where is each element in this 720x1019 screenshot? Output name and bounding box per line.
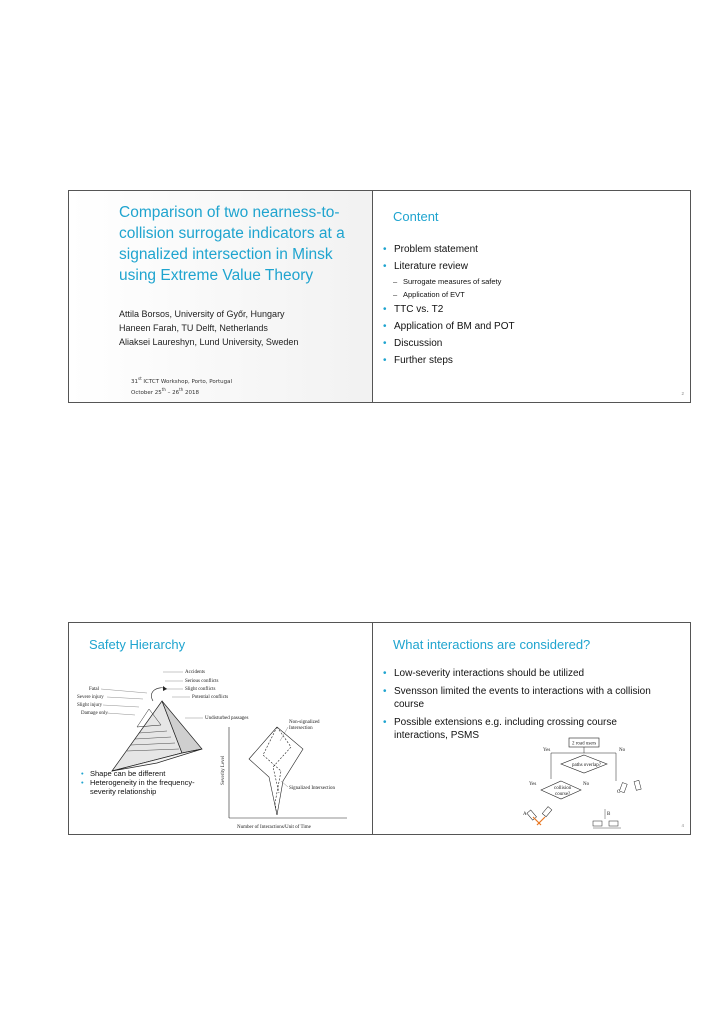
label-intersection: Intersection <box>289 726 313 731</box>
x-axis-label: Number of Interactions/Unit of Time <box>237 825 311 830</box>
slide-title: What interactions are considered? <box>393 637 591 652</box>
list-item: • Problem statement <box>383 243 515 256</box>
label-potential-conflicts: Potential conflicts <box>192 695 229 700</box>
vehicle-icons-a <box>527 807 552 825</box>
list-subitem: – Application of EVT <box>383 290 515 300</box>
author-list <box>119 307 298 349</box>
pyramid-left-face <box>112 701 182 771</box>
label-damage-only: Damage only <box>81 711 108 716</box>
vehicle-icons-c <box>619 780 641 792</box>
flow-question-collision-1: collision <box>554 786 572 791</box>
label-fatal: Fatal <box>89 687 99 692</box>
list-item: • Shape can be different <box>81 769 216 778</box>
flow-label-a: A <box>523 812 527 817</box>
label-severe-injury: Severe injury <box>77 695 104 700</box>
venue-line-2: October 25th – 26th 2018 <box>131 386 199 396</box>
list-item: • TTC vs. T2 <box>383 303 515 316</box>
list-item: • Discussion <box>383 337 515 350</box>
signalized-shape-right <box>277 727 303 815</box>
label-slight-conflicts: Slight conflicts <box>185 687 216 692</box>
list-item: • Application of BM and POT <box>383 320 515 333</box>
slide-content <box>372 190 691 403</box>
safety-hierarchy-figure <box>77 663 357 831</box>
flow-no-1: No <box>619 748 626 753</box>
label-non-signalized: Non-signalized <box>289 720 320 725</box>
page-number: 2 <box>681 391 684 396</box>
list-subitem: – Surrogate measures of safety <box>383 277 515 287</box>
flow-yes-1: Yes <box>543 748 551 753</box>
flow-label-b: B <box>607 812 611 817</box>
flow-yes-2: Yes <box>529 782 537 787</box>
flow-no-2: No <box>583 782 590 787</box>
flow-question-overlap: paths overlap? <box>572 763 602 768</box>
list-item: • Svensson limited the events to interactions with a collision course <box>383 685 673 711</box>
label-signalized-intersection: Signalized Intersection <box>289 786 335 791</box>
signalized-shape-left <box>249 727 277 815</box>
slide-safety-hierarchy <box>68 622 387 835</box>
slide3-bullets <box>81 769 216 796</box>
label-serious-conflicts: Serious conflicts <box>185 679 219 684</box>
author-3: Aliaksei Laureshyn, Lund University, Sweden <box>119 337 299 347</box>
page-number: 4 <box>681 823 684 828</box>
y-axis-label: Severity Level <box>221 755 226 785</box>
author-1: Attila Borsos, University of Győr, Hungary <box>119 309 285 319</box>
label-undisturbed-passages: Undisturbed passages <box>205 716 249 721</box>
list-item: • Literature review <box>383 260 515 273</box>
slide-interactions <box>372 622 691 835</box>
list-item: • Heterogeneity in the frequency-severity relationship <box>81 778 216 796</box>
list-item: • Possible extensions e.g. including crossing course interactions, PSMS <box>383 716 673 742</box>
interaction-flowchart <box>521 737 686 833</box>
flow-question-collision-2: course? <box>555 792 571 797</box>
slide-title: Content <box>393 209 439 224</box>
venue-info <box>131 375 232 397</box>
slide-title-page <box>68 190 387 403</box>
flow-box-label: 2 road users <box>572 741 597 747</box>
flow-label-c: C <box>617 790 621 795</box>
presentation-title: Comparison of two nearness-to-collision surrogate indicators at a signalized intersection in Minsk using Extreme Value Theory <box>119 204 345 284</box>
slide4-bullets <box>383 667 673 747</box>
list-item: • Low-severity interactions should be utilized <box>383 667 673 680</box>
slide-title: Safety Hierarchy <box>89 637 186 652</box>
list-item: • Further steps <box>383 354 515 367</box>
author-2: Haneen Farah, TU Delft, Netherlands <box>119 323 268 333</box>
label-accidents: Accidents <box>185 670 205 675</box>
venue-line-1: 31st ICTCT Workshop, Porto, Portugal <box>131 376 233 385</box>
content-list <box>383 243 515 371</box>
label-slight-injury: Slight injury <box>77 703 103 708</box>
